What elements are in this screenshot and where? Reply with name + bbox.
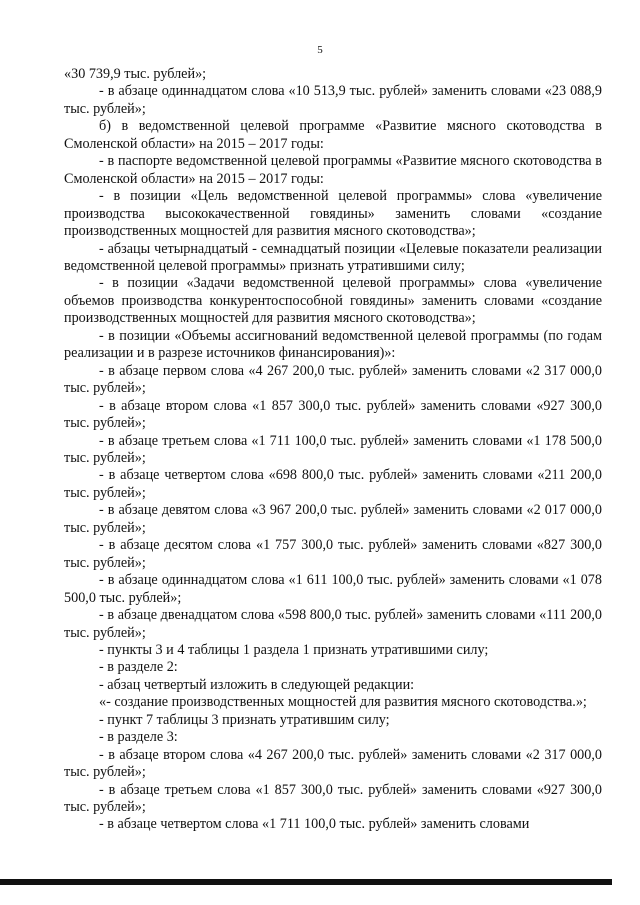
page-number: 5 (317, 44, 323, 56)
paragraph: - в абзаце третьем слова «1 711 100,0 тыс. рублей» заменить словами «1 178 500,0 тыс. рублей»; (64, 432, 602, 466)
document-body (64, 66, 602, 834)
paragraph: - в абзаце втором слова «1 857 300,0 тыс. рублей» заменить словами «927 300,0 тыс. рублей»; (64, 397, 602, 432)
paragraph: - в паспорте ведомственной целевой программы «Развитие мясного скотоводства в Смоленской области» на 2015 – 2017 годы: (64, 153, 602, 187)
paragraph: - в абзаце четвертом слова «1 711 100,0 тыс. рублей» заменить словами (99, 816, 530, 833)
paragraph: - в абзаце девятом слова «3 967 200,0 тыс. рублей» заменить словами «2 017 000,0 тыс. рублей»; (64, 502, 602, 536)
paragraph: - абзац четвертый изложить в следующей редакции: (99, 676, 415, 693)
paragraph: - пункты 3 и 4 таблицы 1 раздела 1 признать утратившими силу; (99, 641, 489, 658)
paragraph: - пункт 7 таблицы 3 признать утратившим силу; (99, 711, 390, 728)
paragraph: «- создание производственных мощностей для развития мясного скотоводства.»; (99, 694, 587, 711)
bottom-rule (0, 879, 612, 885)
paragraph: - в разделе 2: (99, 659, 178, 676)
paragraph: - в абзаце четвертом слова «698 800,0 тыс. рублей» заменить словами «211 200,0 тыс. рублей»; (64, 467, 602, 501)
paragraph: - в разделе 3: (99, 729, 178, 746)
paragraph: - в позиции «Задачи ведомственной целевой программы» слова «увеличение объемов производства конкурентоспособной говядины» заменить словами «создание производственных мощностей для развития мясного скотоводства»; (64, 275, 602, 327)
paragraph: - в абзаце одиннадцатом слова «10 513,9 тыс. рублей» заменить словами «23 088,9 тыс. рублей»; (64, 83, 602, 117)
paragraph: - в абзаце десятом слова «1 757 300,0 тыс. рублей» заменить словами «827 300,0 тыс. рублей»; (64, 537, 602, 571)
paragraph: - абзацы четырнадцатый - семнадцатый позиции «Целевые показатели реализации ведомственной целевой программы» признать утратившими силу; (64, 240, 602, 274)
paragraph: б) в ведомственной целевой программе «Развитие мясного скотоводства в Смоленской области» на 2015 – 2017 годы: (64, 118, 602, 152)
paragraph: - в абзаце двенадцатом слова «598 800,0 тыс. рублей» заменить словами «111 200,0 тыс. рублей»; (64, 607, 602, 641)
paragraph: «30 739,9 тыс. рублей»; (64, 66, 207, 82)
paragraph: - в абзаце первом слова «4 267 200,0 тыс. рублей» заменить словами «2 317 000,0 тыс. рублей»; (64, 362, 602, 397)
paragraph: - в позиции «Объемы ассигнований ведомственной целевой программы (по годам реализации и в разрезе источников финансирования)»: (64, 327, 602, 362)
paragraph: - в абзаце одиннадцатом слова «1 611 100,0 тыс. рублей» заменить словами «1 078 500,0 тыс. рублей»; (64, 572, 602, 606)
paragraph: - в позиции «Цель ведомственной целевой программы» слова «увеличение производства высококачественной говядины» заменить словами «создание производственных мощностей для развития мясного скотоводства»; (64, 188, 602, 240)
paragraph: - в абзаце третьем слова «1 857 300,0 тыс. рублей» заменить словами «927 300,0 тыс. рублей»; (64, 781, 602, 816)
paragraph: - в абзаце втором слова «4 267 200,0 тыс. рублей» заменить словами «2 317 000,0 тыс. рублей»; (64, 746, 602, 781)
